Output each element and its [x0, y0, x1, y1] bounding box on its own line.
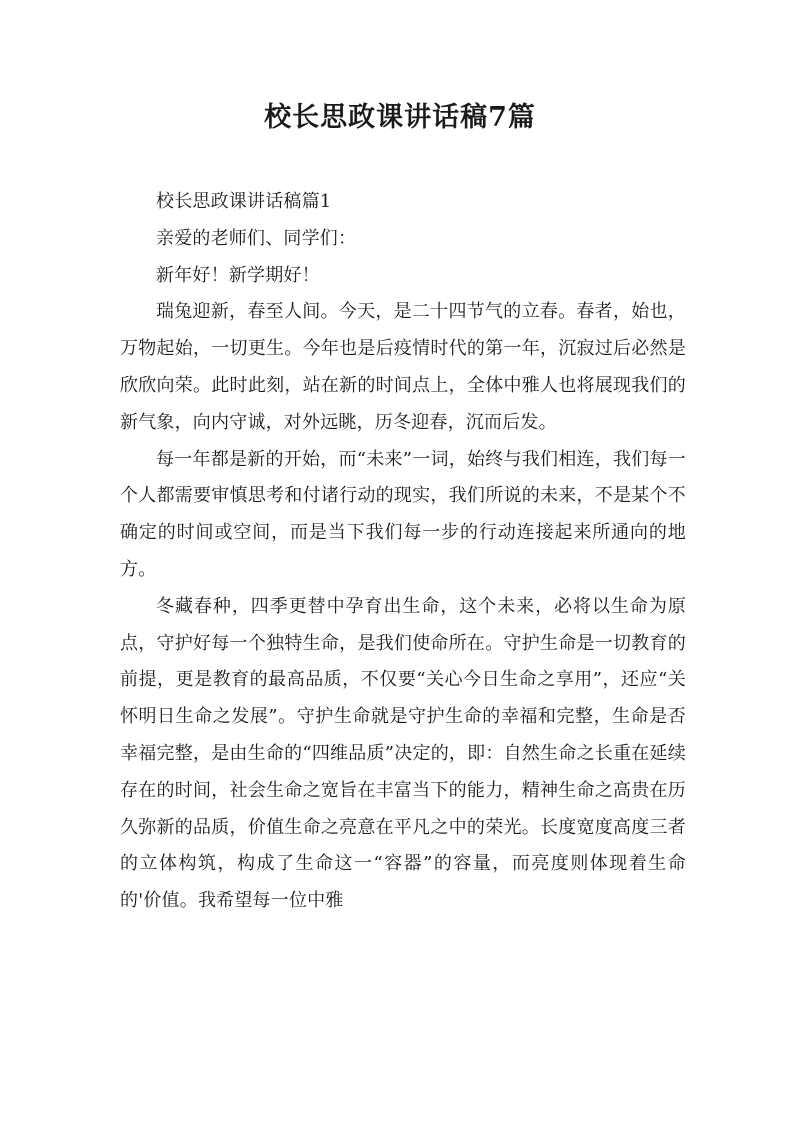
- paragraph: 瑞兔迎新，春至人间。今天，是二十四节气的立春。春者，始也，万物起始，一切更生。今年也是后疫情时代的第一年，沉寂过后必然是欣欣向荣。此时此刻，站在新的时间点上，全体中雅人也将展现我们的新气象，向内守诚，对外远眺，历冬迎春，沉而后发。: [120, 301, 686, 433]
- paragraph: 每一年都是新的开始，而“未来”一词，始终与我们相连，我们每一个人都需要审慎思考和付诸行动的现实，我们所说的未来，不是某个不确定的时间或空间，而是当下我们每一步的行动连接起来所通向的地方。: [120, 448, 686, 580]
- greeting: 新年好！新学期好！: [156, 264, 320, 286]
- section-heading: 校长思政课讲话稿篇1: [156, 191, 332, 212]
- salutation: 亲爱的老师们、同学们：: [156, 227, 357, 249]
- document-body: [120, 184, 686, 920]
- paragraph: 冬藏春种，四季更替中孕育出生命，这个未来，必将以生命为原点，守护好每一个独特生命，是我们使命所在。守护生命是一切教育的前提，更是教育的最高品质，不仅要“关心今日生命之享用”，还应“关怀明日生命之发展”。守护生命就是守护生命的幸福和完整，生命是否幸福完整，是由生命的“四维品质”决定的，即：自然生命之长重在延续存在的时间，社会生命之宽旨在丰富当下的能力，精神生命之高贵在历久弥新的品质，价值生命之亮意在平凡之中的荣光。长度宽度高度三者的立体构筑，构成了生命这一“容器”的容量，而亮度则体现着生命的'价值。我希望每一位中雅: [120, 595, 686, 912]
- document-title: 校长思政课讲话稿7篇: [264, 102, 536, 133]
